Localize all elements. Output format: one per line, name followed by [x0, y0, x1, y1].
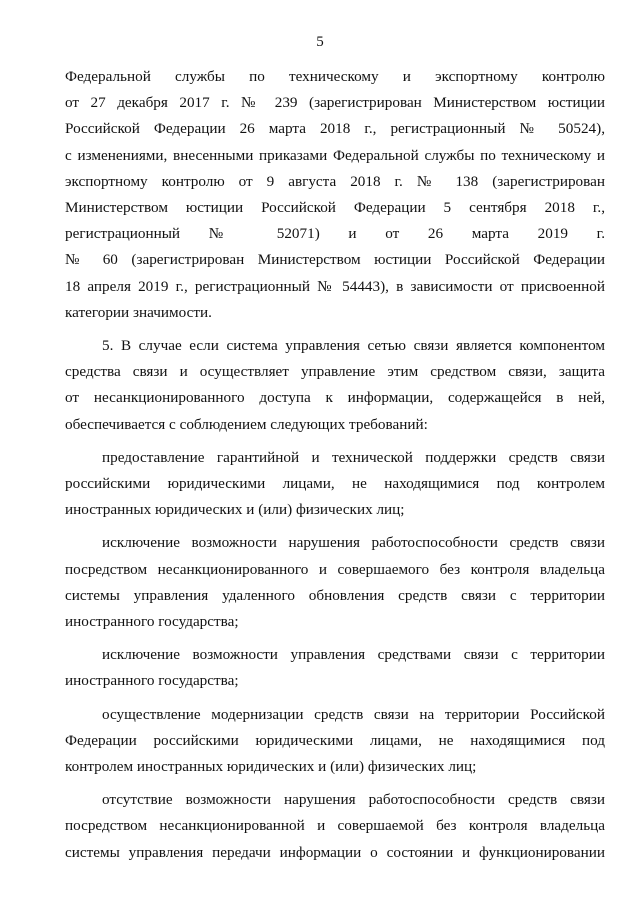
document-body [65, 64, 605, 866]
paragraph-line: Федерации российскими юридическими лицами, не находящимися под [65, 731, 605, 749]
paragraph-line: российскими юридическими лицами, не находящимися под контролем [65, 475, 605, 493]
paragraph-line: экспортному контролю от 9 августа 2018 г. № 138 (зарегистрирован [65, 172, 605, 190]
paragraph-line: исключение возможности нарушения работоспособности средств связи [102, 534, 605, 552]
paragraph-line: системы управления удаленного обновления средств связи с территории [65, 586, 605, 604]
paragraph-line: от несанкционированного доступа к информации, содержащейся в ней, [65, 389, 605, 407]
paragraph-line: иностранных юридических и (или) физических лиц; [65, 501, 405, 519]
paragraph [65, 642, 605, 694]
paragraph-line: посредством несанкционированного и совершаемого без контроля владельца [65, 560, 605, 578]
paragraph-line: предоставление гарантийной и технической поддержки средств связи [102, 448, 605, 466]
paragraph-line: иностранного государства; [65, 613, 239, 631]
paragraph [65, 333, 605, 438]
paragraph-line: Министерством юстиции Российской Федерации 5 сентября 2018 г., [65, 199, 605, 217]
paragraph [65, 787, 605, 866]
paragraph-line: отсутствие возможности нарушения работоспособности средств связи [102, 791, 605, 809]
paragraph-line: иностранного государства; [65, 672, 239, 690]
paragraph-line: системы управления передачи информации о состоянии и функционировании [65, 843, 605, 861]
paragraph-line: Федеральной службы по техническому и экспортному контролю [65, 68, 605, 85]
paragraph [65, 445, 605, 524]
paragraph [65, 702, 605, 781]
paragraph-line: осуществление модернизации средств связи на территории Российской [102, 705, 605, 723]
paragraph-line: исключение возможности управления средствами связи с территории [102, 646, 605, 664]
paragraph-line: категории значимости. [65, 303, 212, 321]
paragraph-line: с изменениями, внесенными приказами Федеральной службы по техническому и [65, 146, 605, 164]
paragraph-line: регистрационный № 52071) и от 26 марта 2019 г. [65, 225, 605, 243]
paragraph-line: Российской Федерации 26 марта 2018 г., регистрационный № 50524), [65, 120, 605, 138]
paragraph-line: средства связи и осуществляет управление этим средством связи, защита [65, 363, 605, 381]
paragraph [65, 530, 605, 635]
paragraph-line: посредством несанкционированной и совершаемой без контроля владельца [65, 817, 605, 835]
paragraph-line: контролем иностранных юридических и (или) физических лиц; [65, 758, 477, 776]
paragraph-line: 5. В случае если система управления сетью связи является компонентом [102, 337, 605, 355]
paragraph-line: № 60 (зарегистрирован Министерством юстиции Российской Федерации [65, 251, 605, 269]
page-number: 5 [316, 34, 324, 50]
paragraph-line: обеспечивается с соблюдением следующих требований: [65, 415, 428, 433]
paragraph-line: от 27 декабря 2017 г. № 239 (зарегистрирован Министерством юстиции [65, 94, 605, 112]
paragraph-line: 18 апреля 2019 г., регистрационный № 54443), в зависимости от присвоенной [65, 277, 605, 295]
paragraph [65, 64, 605, 326]
